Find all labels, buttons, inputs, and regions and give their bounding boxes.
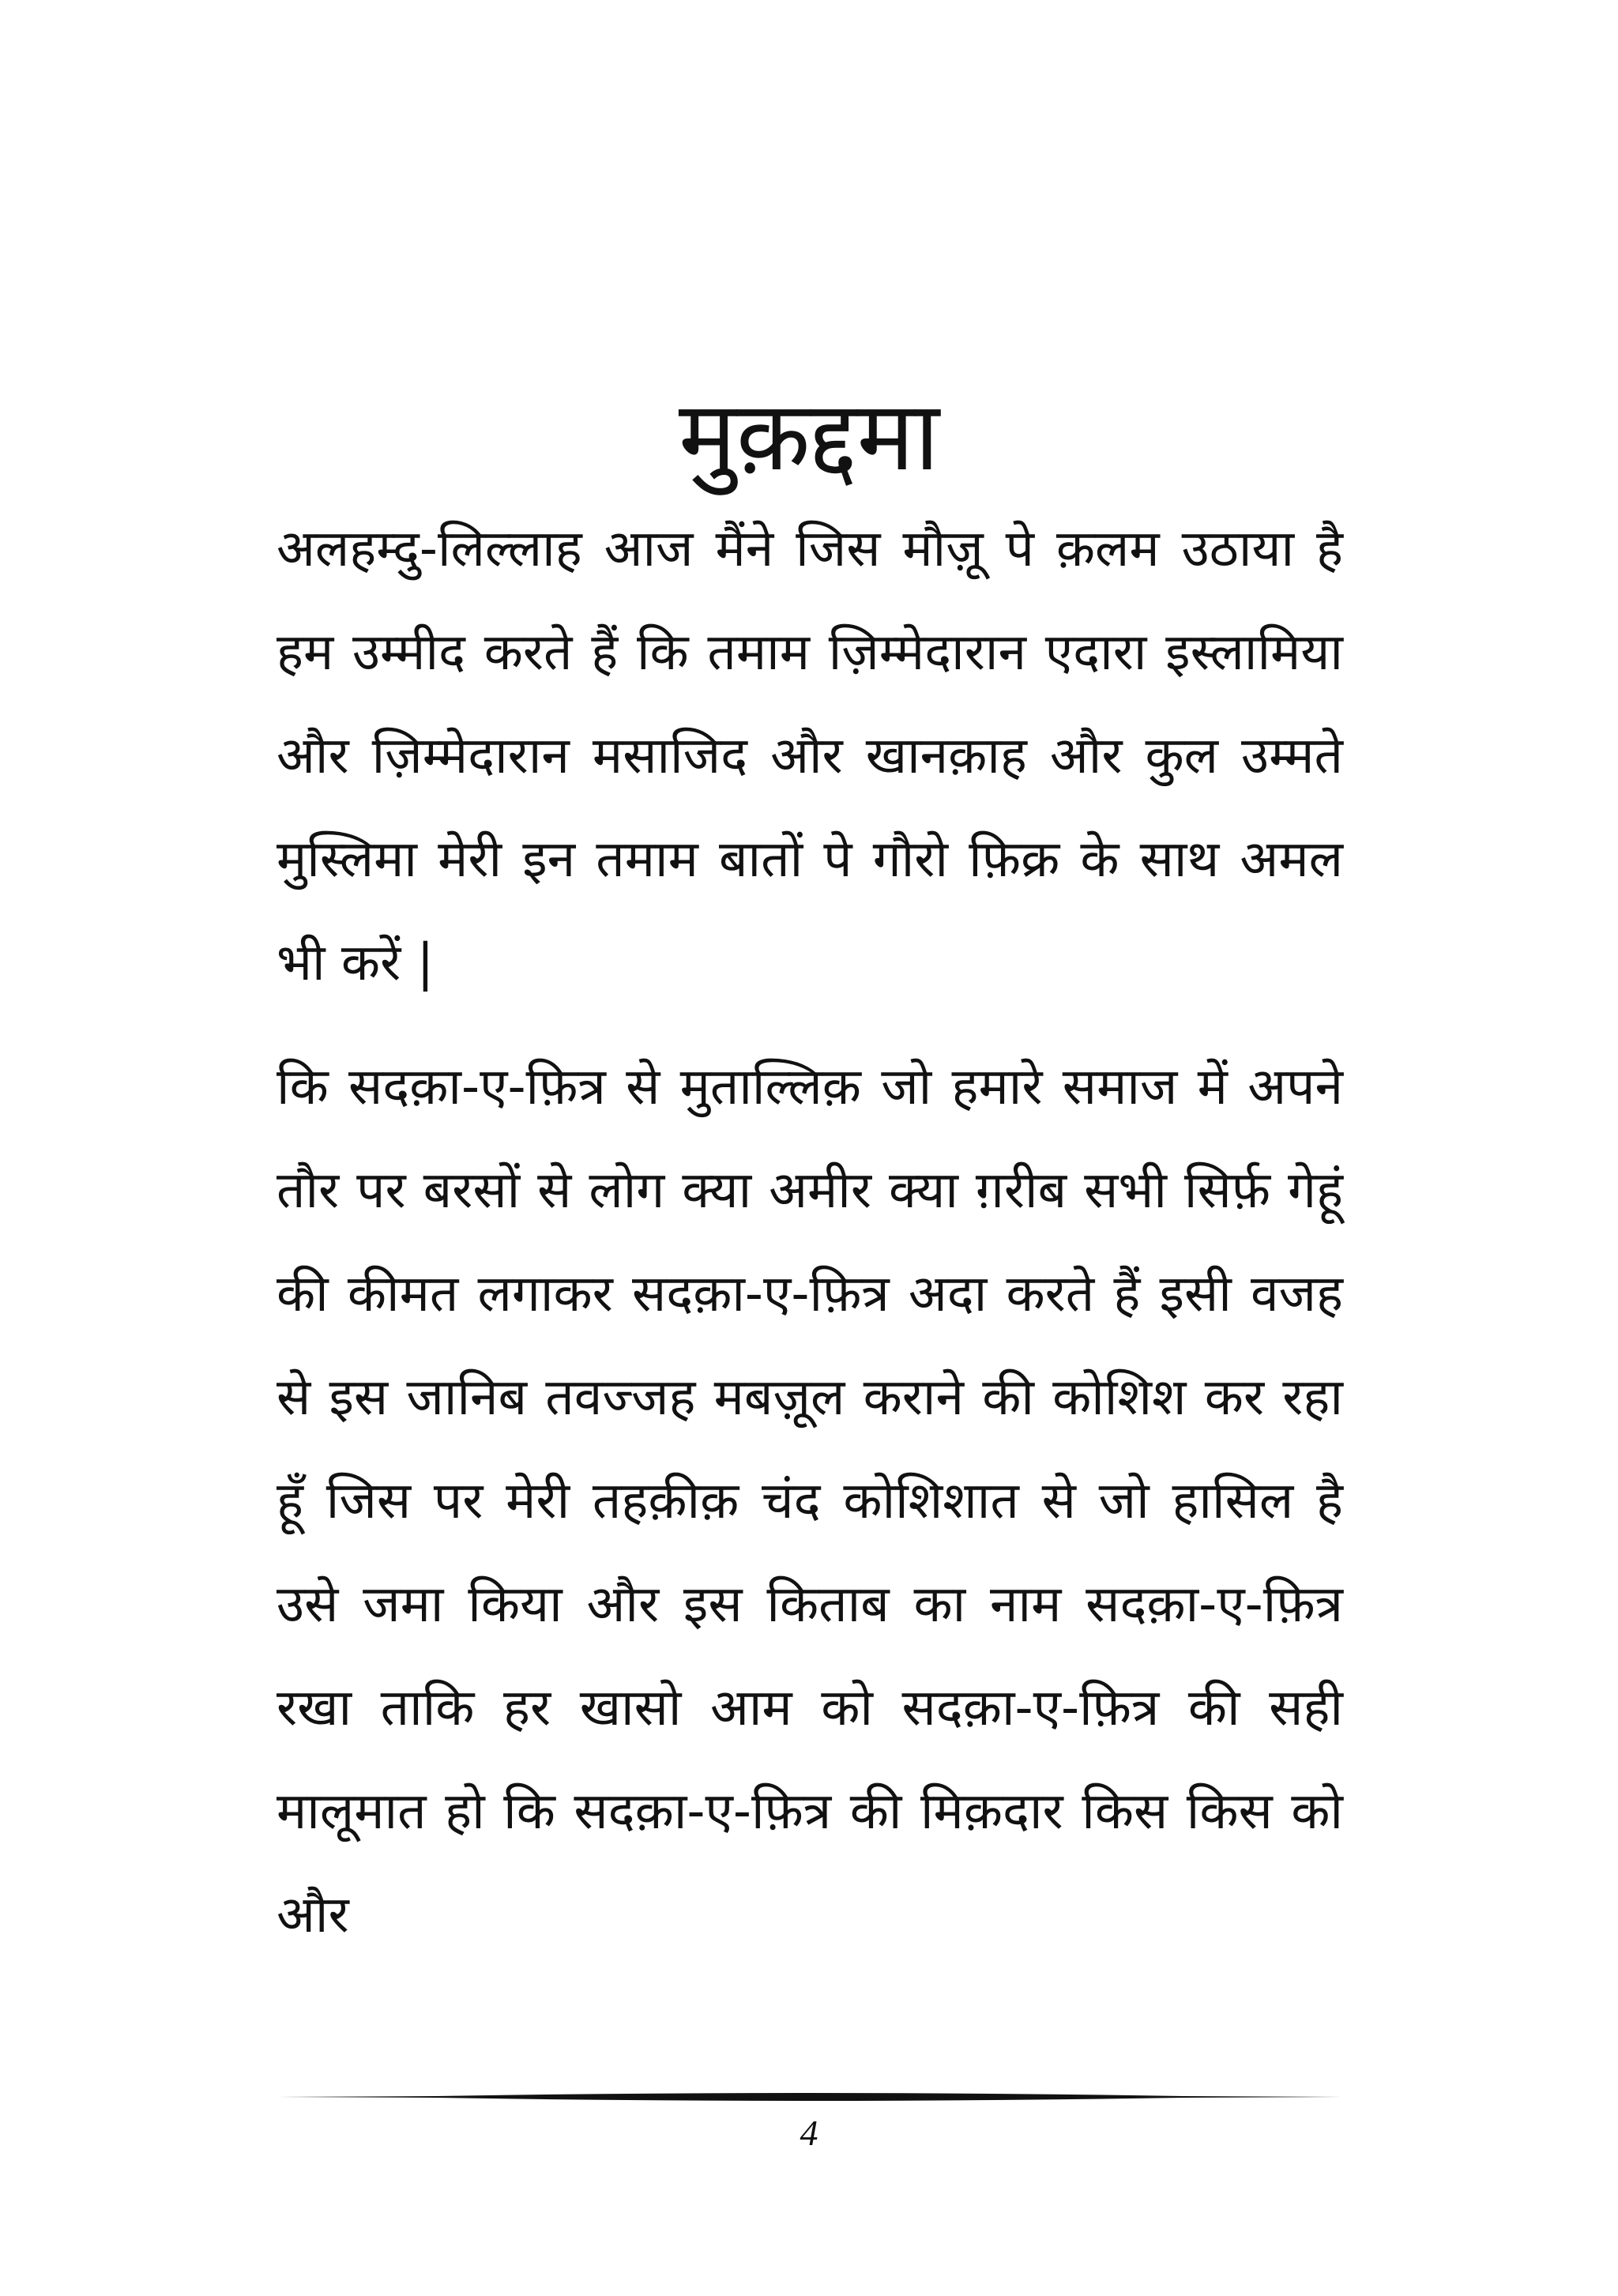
- footer-divider: [278, 2090, 1341, 2104]
- page-number: 4: [800, 2113, 818, 2153]
- page-title: मुक़द्दमा: [678, 379, 940, 492]
- paragraph-1: अलहम्दु-लिल्लाह आज मैंने जिस मौज़ू पे क़लम उठाया है हम उम्मीद करते हैं कि तमाम ज़िम्मेदारान एदारा इस्लामिया और ज़िम्मेदारान मसाजिद और खानक़ाह और कुल उम्मते मुस्लिमा मेरी इन तमाम बातों पे गौरो फ़िक्र के साथ अमल भी करें |: [277, 520, 1343, 992]
- paragraph-2: कि सदक़ा-ए-फ़ित्र से मुताल्लिक़ जो हमारे समाज में अपने तौर पर बरसों से लोग क्या अमीर क्या ग़रीब सभी सिर्फ़ गेहूं की कीमत लगाकर सदक़ा-ए-फ़ित्र अदा करते हैं इसी वजह से इस जानिब तवज्जह मबज़ूल कराने की कोशिश कर रहा हूँ जिस पर मेरी तहक़ीक़ चंद कोशिशात से जो हासिल है उसे जमा किया और इस किताब का नाम सदक़ा-ए-फ़ित्र रखा ताकि हर खासो आम को सदक़ा-ए-फ़ित्र की सही मालूमात हो कि सदक़ा-ए-फ़ित्र की मिक़दार किस किस को और: [277, 1058, 1343, 1944]
- body-text: [277, 498, 1343, 1967]
